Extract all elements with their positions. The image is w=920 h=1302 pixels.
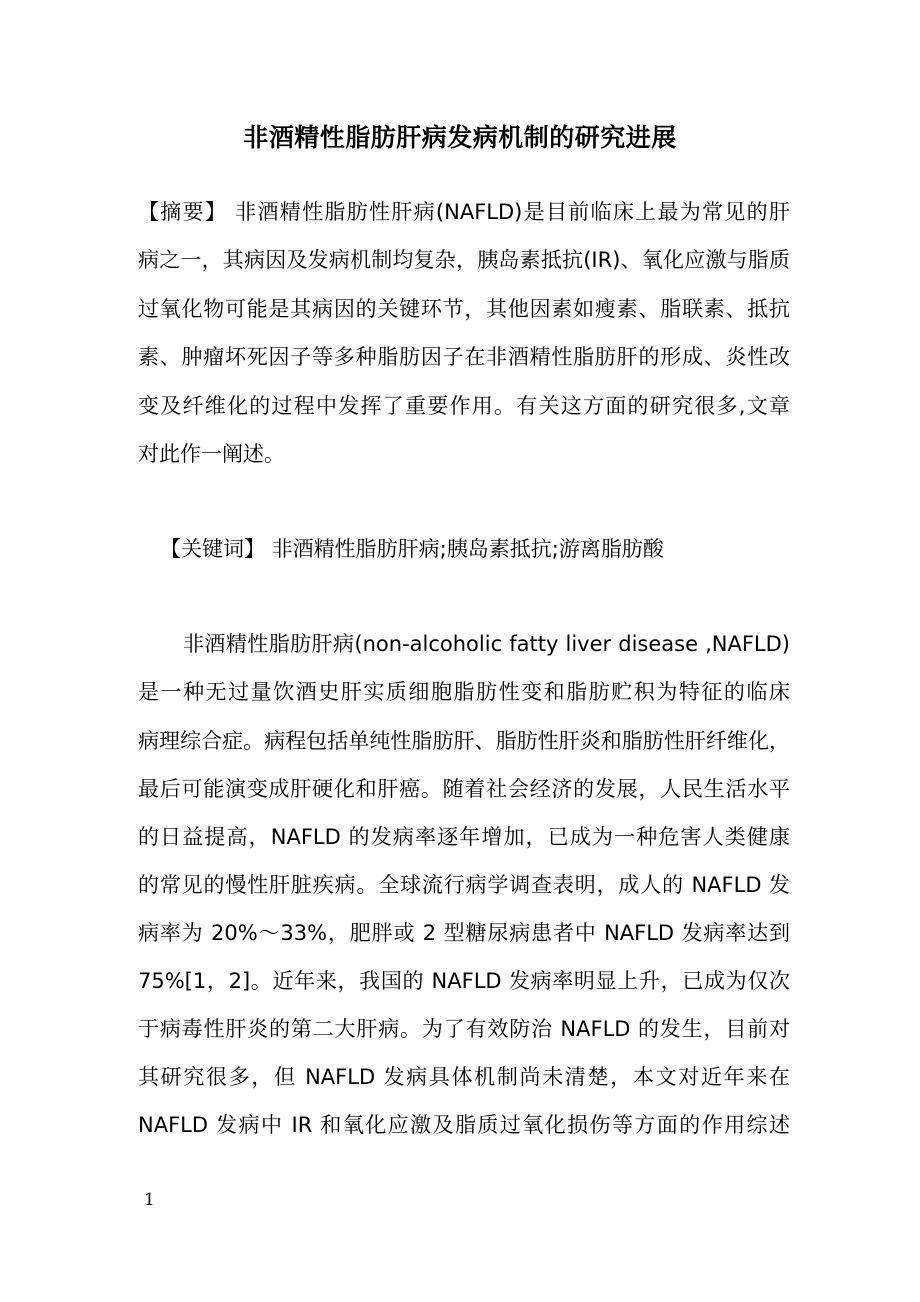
- body-line: 于病毒性肝炎的第二大肝病。为了有效防治 NAFLD 的发生，目前对: [138, 1017, 790, 1041]
- body-line: 病率为 20%～33%，肥胖或 2 型糖尿病患者中 NAFLD 发病率达到: [138, 921, 790, 945]
- body-line: NAFLD 发病中 IR 和氧化应激及脂质过氧化损伤等方面的作用综述: [138, 1113, 790, 1137]
- abstract-line: 病之一，其病因及发病机制均复杂，胰岛素抵抗(IR)、氧化应激与脂质: [138, 248, 790, 272]
- abstract-line: 【摘要】 非酒精性脂肪性肝病(NAFLD)是目前临床上最为常见的肝: [138, 200, 790, 224]
- keywords-line: 【关键词】 非酒精性脂肪肝病;胰岛素抵抗;游离脂肪酸: [160, 537, 664, 561]
- abstract-line: 素、肿瘤坏死因子等多种脂肪因子在非酒精性脂肪肝的形成、炎性改: [138, 345, 790, 369]
- body-line: 最后可能演变成肝硬化和肝癌。随着社会经济的发展，人民生活水平: [138, 777, 790, 801]
- body-line: 病理综合症。病程包括单纯性脂肪肝、脂肪性肝炎和脂肪性肝纤维化，: [138, 729, 790, 753]
- abstract-line: 对此作一阐述。: [138, 442, 285, 466]
- body-line: 非酒精性脂肪肝病(non-alcoholic fatty liver disease ,NAFLD): [183, 632, 790, 656]
- body-line: 的日益提高，NAFLD 的发病率逐年增加，已成为一种危害人类健康: [138, 825, 790, 849]
- abstract-line: 变及纤维化的过程中发挥了重要作用。有关这方面的研究很多,文章: [138, 394, 790, 418]
- document-title: 非酒精性脂肪肝病发病机制的研究进展: [243, 123, 677, 152]
- body-line: 其研究很多，但 NAFLD 发病具体机制尚未清楚，本文对近年来在: [138, 1065, 790, 1089]
- body-line: 是一种无过量饮酒史肝实质细胞脂肪性变和脂肪贮积为特征的临床: [138, 680, 790, 704]
- abstract-line: 过氧化物可能是其病因的关键环节，其他因素如瘦素、脂联素、抵抗: [138, 297, 790, 321]
- body-line: 75%[1，2]。近年来，我国的 NAFLD 发病率明显上升，已成为仅次: [138, 969, 790, 993]
- body-line: 的常见的慢性肝脏疾病。全球流行病学调查表明，成人的 NAFLD 发: [138, 873, 790, 897]
- page-number: 1: [144, 1190, 155, 1210]
